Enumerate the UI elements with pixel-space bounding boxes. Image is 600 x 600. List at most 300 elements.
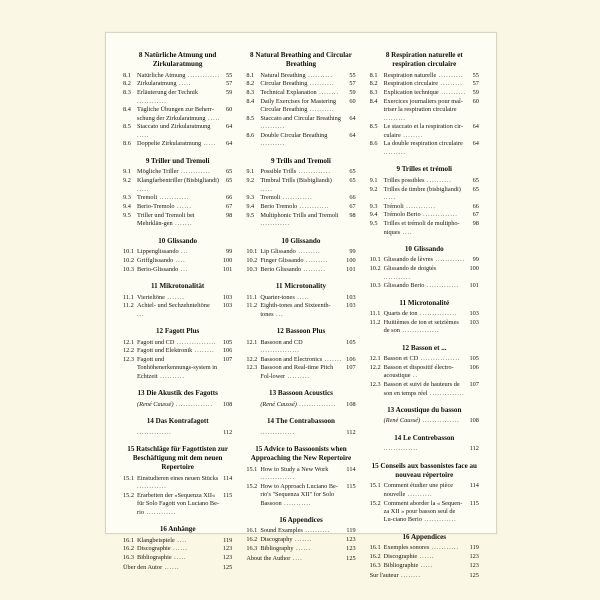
- toc-entry[interactable]: [123, 248, 232, 256]
- entry-label: Zirkularatmung: [137, 80, 177, 88]
- entry-label: Multiphonic Trills and Tremoli: [260, 211, 339, 219]
- entry-text: [384, 417, 468, 425]
- toc-entry[interactable]: [123, 168, 232, 176]
- toc-chapter: [246, 327, 355, 381]
- toc-entry[interactable]: [246, 72, 355, 80]
- toc-entry[interactable]: [246, 132, 355, 149]
- toc-entry-extra[interactable]: [246, 555, 355, 563]
- entry-label: Klangbeispiele: [137, 536, 175, 544]
- entry-number: 15.1: [246, 465, 258, 473]
- toc-entry[interactable]: [123, 140, 232, 148]
- entry-text: [260, 356, 344, 364]
- chapter-title: 10 Glissando: [404, 244, 444, 253]
- chapter-title: 12 Fagott Plus: [155, 326, 200, 335]
- chapter-title: 14 Das Kontrafagott: [146, 417, 209, 426]
- entry-page: 60: [226, 106, 233, 114]
- leader-dots: ............: [144, 508, 177, 516]
- entry-label: Comment aborder la « Sequen-za XII » pour basson seul de Lu-ciano Berio: [383, 499, 463, 524]
- entry-number: 10.3: [246, 265, 258, 273]
- toc-entry[interactable]: [123, 537, 232, 545]
- entry-number: 10.1: [246, 248, 258, 256]
- toc-entry[interactable]: [123, 203, 232, 211]
- entry-page: 115: [346, 482, 356, 490]
- entry-page: 98: [226, 211, 233, 219]
- leader-dots: ............: [137, 97, 167, 105]
- entry-label: Berio Glissando: [260, 265, 302, 273]
- entry-number: 11.2: [246, 302, 258, 310]
- entry-label: Über den Autor: [123, 564, 163, 572]
- toc-entry[interactable]: [370, 140, 479, 157]
- leader-dots: ......: [162, 564, 180, 572]
- entry-number: 9.2: [369, 185, 378, 193]
- toc-entry[interactable]: [246, 212, 355, 229]
- entry-text: [384, 482, 468, 499]
- entry-page: 119: [469, 544, 479, 552]
- entry-text: [137, 212, 224, 229]
- entry-page: 123: [222, 554, 233, 562]
- leader-dots: ...............: [399, 327, 440, 335]
- entry-text: [384, 256, 471, 264]
- entry-text: [137, 106, 224, 123]
- entry-label: Trémoli: [383, 202, 404, 210]
- entry-label: Exemples sonores: [383, 544, 430, 552]
- leader-dots: ...: [137, 310, 145, 318]
- entry-label: Staccato und Zirkularatmung: [137, 123, 211, 131]
- entry-page: 55: [472, 71, 479, 79]
- toc-chapter: [246, 157, 355, 229]
- toc-entry[interactable]: [123, 475, 232, 492]
- toc-column-english: [239, 51, 362, 563]
- toc-entry[interactable]: [246, 257, 355, 265]
- leader-dots: ..............: [383, 445, 419, 453]
- entry-page: 106: [346, 355, 356, 363]
- toc-entry[interactable]: [370, 203, 479, 211]
- entry-page: 107: [469, 381, 479, 389]
- entry-label: Respiration naturelle: [383, 71, 437, 79]
- entry-number: 8.1: [246, 71, 255, 79]
- leader-dots: ....: [290, 555, 303, 563]
- entry-label: Comment étudier une pièce nouvelle: [383, 482, 454, 498]
- entry-number: 9.1: [246, 168, 255, 176]
- entry-page: 123: [469, 561, 479, 569]
- leader-dots: ......: [170, 545, 188, 553]
- entry-text: [137, 356, 221, 381]
- entry-label: Trilles possibles: [383, 176, 425, 184]
- chapter-title: 11 Microtonalité: [399, 298, 450, 307]
- entry-text: [384, 98, 471, 123]
- entry-page: 108: [346, 400, 356, 408]
- entry-label: Griffglissando: [137, 256, 174, 264]
- leader-dots: .........: [438, 80, 463, 88]
- leader-dots: ...............: [417, 310, 458, 318]
- toc-entry[interactable]: [123, 356, 232, 381]
- toc-entry[interactable]: [246, 177, 355, 194]
- entry-page: 106: [222, 347, 233, 355]
- leader-dots: ............: [137, 483, 167, 491]
- entry-page: 105: [346, 338, 356, 346]
- entry-label: Quarter-tones: [260, 293, 295, 301]
- entry-number: 16.1: [123, 536, 135, 544]
- leader-dots: ...: [273, 310, 284, 318]
- entry-text: [260, 466, 344, 483]
- entry-text: [384, 553, 468, 561]
- entry-page: 99: [226, 248, 233, 256]
- toc-entry[interactable]: [246, 168, 355, 176]
- entry-label: Discography: [260, 536, 293, 544]
- entry-label: Tremoli: [137, 194, 158, 202]
- entry-text: [260, 132, 347, 149]
- toc-entry[interactable]: [123, 492, 232, 517]
- toc-entry[interactable]: [370, 319, 479, 336]
- entry-label: Respiration circulaire: [383, 80, 439, 88]
- chapter-title: 9 Trilles et trémoli: [396, 165, 453, 174]
- entry-text: [260, 168, 347, 176]
- toc-entry[interactable]: [370, 72, 479, 80]
- toc-entry[interactable]: [246, 356, 355, 364]
- chapter-title: 13 Acoustique du basson: [387, 405, 462, 414]
- chapter-title: 13 Bassoon Acoustics: [269, 389, 333, 398]
- toc-chapter: [370, 165, 479, 237]
- leader-dots: ......: [293, 544, 311, 552]
- entry-page: 115: [469, 499, 479, 507]
- entry-page: 64: [226, 123, 233, 131]
- entry-number: 15.2: [246, 482, 258, 490]
- entry-page: 103: [469, 318, 479, 326]
- entry-text: [137, 492, 221, 517]
- toc-entry[interactable]: [123, 177, 232, 194]
- toc-chapter: [370, 344, 479, 398]
- leader-dots: .....: [294, 293, 310, 301]
- entry-page: 64: [349, 115, 356, 123]
- toc-entry[interactable]: [123, 212, 232, 229]
- entry-page: 114: [346, 465, 356, 473]
- toc-entry[interactable]: [246, 248, 355, 256]
- chapter-title: 8 Respiration naturelle et respiration circulaire: [385, 51, 463, 69]
- toc-entry[interactable]: [123, 89, 232, 106]
- entry-text: [384, 544, 468, 552]
- leader-dots: ..........: [307, 106, 335, 114]
- chapter-title: 14 Le Contrebasson: [394, 433, 455, 442]
- entry-text: [137, 294, 221, 302]
- toc-entry[interactable]: [246, 527, 355, 535]
- leader-dots: .............: [421, 516, 457, 524]
- leader-dots: .....: [137, 185, 150, 193]
- leader-dots: ....: [174, 536, 188, 544]
- entry-text: [137, 177, 224, 194]
- toc-entry[interactable]: [246, 545, 355, 553]
- toc-entry[interactable]: [370, 562, 479, 570]
- entry-number: 16.2: [123, 545, 135, 553]
- entry-label: Trilles et trémoli de multipho-niques: [383, 220, 460, 236]
- toc-chapter: [123, 327, 232, 381]
- chapter-title: 9 Trills and Tremoli: [271, 156, 331, 165]
- leader-dots: .............: [296, 168, 331, 176]
- leader-dots: ...........: [383, 273, 411, 281]
- toc-entry[interactable]: [370, 445, 479, 453]
- toc-chapter: [123, 389, 232, 409]
- toc-entry[interactable]: [246, 294, 355, 302]
- leader-dots: ..............: [137, 428, 172, 436]
- entry-label: Bibliography: [260, 544, 294, 552]
- entry-label: Sound Examples: [260, 527, 303, 535]
- entry-number: 9.5: [369, 220, 378, 228]
- entry-page: 123: [346, 544, 356, 552]
- toc-entry[interactable]: [246, 115, 355, 132]
- entry-number: 8.3: [246, 89, 255, 97]
- entry-text: [260, 248, 347, 256]
- entry-number: 11.2: [369, 318, 381, 326]
- entry-label: Quarts de ton: [383, 310, 418, 318]
- toc-chapter: [123, 282, 232, 319]
- toc-entry[interactable]: [246, 429, 355, 437]
- toc-chapter: [246, 445, 355, 508]
- entry-number: 9.2: [123, 177, 131, 185]
- entry-label: Basson et CD: [383, 355, 419, 363]
- entry-page: 57: [472, 80, 479, 88]
- leader-dots: ..........: [305, 71, 333, 79]
- entry-text: [260, 72, 347, 80]
- toc-entry[interactable]: [370, 98, 479, 123]
- toc-entry[interactable]: [370, 381, 479, 398]
- entry-text: [137, 248, 224, 256]
- toc-entry[interactable]: [370, 256, 479, 264]
- entry-number: 8.6: [369, 140, 378, 148]
- entry-label: Glissando de doigtés: [383, 265, 437, 273]
- toc-entry[interactable]: [123, 302, 232, 319]
- toc-entry[interactable]: [123, 347, 232, 355]
- chapter-title: 10 Glissando: [281, 236, 321, 245]
- toc-entry[interactable]: [370, 417, 479, 425]
- toc-entry[interactable]: [246, 401, 355, 409]
- toc-entry[interactable]: [370, 553, 479, 561]
- entry-label: Bibliographie: [383, 561, 419, 569]
- entry-number: 9.4: [123, 203, 131, 211]
- entry-label: Natural Breathing: [260, 71, 306, 79]
- toc-entry[interactable]: [246, 266, 355, 274]
- entry-label: Huitièmes de ton et seizièmes de son: [383, 318, 459, 335]
- entry-number: 16.1: [246, 527, 258, 535]
- leader-dots: ............: [297, 203, 330, 211]
- entry-number: 8.3: [369, 89, 378, 97]
- entry-text: [260, 257, 344, 265]
- entry-text: [384, 355, 468, 363]
- leader-dots: ............: [260, 220, 291, 228]
- chapter-title: 16 Appendices: [402, 532, 447, 541]
- leader-dots: .........: [285, 372, 310, 380]
- entry-text: [137, 89, 224, 106]
- entry-number: 9.5: [246, 211, 255, 219]
- entry-text: [260, 545, 344, 553]
- entry-label: Mögliche Triller: [137, 168, 179, 176]
- entry-number: 8.2: [246, 80, 255, 88]
- entry-page: 112: [223, 428, 233, 436]
- entry-text: [384, 500, 468, 525]
- chapter-title: 15 Ratschläge für Fagottisten zur Beschäftigung mit dem neuen Repertoire: [127, 445, 229, 472]
- entry-text: [260, 177, 347, 194]
- entry-text: [384, 211, 471, 219]
- entry-number: 8.3: [123, 89, 131, 97]
- entry-number: 16.3: [123, 554, 135, 562]
- leader-dots: ...........: [429, 544, 459, 552]
- entry-label: Technical Explanation: [260, 89, 317, 97]
- leader-dots: ..: [410, 372, 418, 380]
- leader-dots: ................: [260, 346, 300, 354]
- leader-dots: ........: [400, 131, 424, 139]
- entry-number: 16.2: [369, 552, 381, 560]
- entry-page: 99: [472, 256, 479, 264]
- toc-entry[interactable]: [123, 545, 232, 553]
- entry-text: [384, 562, 468, 570]
- toc-entry[interactable]: [123, 266, 232, 274]
- chapter-title: 15 Advice to Bassoonists when Approaching the New Repertoire: [250, 445, 352, 463]
- entry-page: 107: [346, 364, 356, 372]
- toc-entry[interactable]: [370, 80, 479, 88]
- entry-label: About the Author: [246, 555, 291, 563]
- entry-number: 16.2: [246, 536, 258, 544]
- entry-label: Exercices journaliers pour maî-triser la respiration circulaire: [383, 97, 463, 114]
- toc-entry[interactable]: [123, 106, 232, 123]
- toc-entry[interactable]: [246, 339, 355, 356]
- entry-page: 64: [226, 140, 233, 148]
- entry-text: [260, 115, 347, 132]
- toc-entry[interactable]: [370, 310, 479, 318]
- leader-dots: ..........: [436, 71, 464, 79]
- toc-chapter: [370, 406, 479, 426]
- entry-text: [137, 339, 221, 347]
- entry-label: Glissando de lèvres: [383, 256, 433, 264]
- toc-entry[interactable]: [370, 220, 479, 237]
- entry-text: [137, 194, 224, 202]
- entry-label: Erläuterung der Technik: [137, 89, 198, 97]
- toc-entry[interactable]: [123, 401, 232, 409]
- entry-page: 60: [349, 97, 356, 105]
- entry-number: 11.1: [246, 293, 258, 301]
- entry-label: Tägliche Übungen zur Beherr-schung der Zirkularatmung: [137, 106, 214, 122]
- entry-number: 12.1: [369, 355, 381, 363]
- entry-page: 65: [349, 177, 356, 185]
- toc-entry[interactable]: [123, 80, 232, 88]
- entry-number: 12.3: [123, 356, 135, 364]
- toc-entry[interactable]: [246, 203, 355, 211]
- entry-number: 8.2: [369, 80, 378, 88]
- toc-entry[interactable]: [370, 355, 479, 363]
- entry-page: 66: [349, 194, 356, 202]
- toc-chapter: [123, 237, 232, 274]
- toc-entry[interactable]: [246, 98, 355, 115]
- entry-text: [384, 220, 471, 237]
- entry-number: 15.2: [369, 499, 381, 507]
- toc-entry[interactable]: [370, 265, 479, 282]
- entry-label: Staccato and Circular Breathing: [260, 115, 341, 123]
- leader-dots: ..............: [427, 389, 465, 397]
- entry-label: Trilles de timbre (bisbigliandi): [383, 185, 461, 193]
- entry-page: 103: [222, 293, 233, 301]
- toc-entry[interactable]: [123, 554, 232, 562]
- toc-entry[interactable]: [370, 282, 479, 290]
- entry-page: 105: [222, 338, 233, 346]
- toc-entry[interactable]: [370, 482, 479, 499]
- toc-entry[interactable]: [123, 194, 232, 202]
- leader-dots: ............: [157, 194, 190, 202]
- entry-text: [137, 203, 224, 211]
- toc-chapter: [370, 434, 479, 454]
- leader-dots: ..........: [260, 140, 286, 148]
- toc-chapter: [123, 445, 232, 517]
- entry-number: 9.5: [123, 211, 131, 219]
- entry-label: Possible Trills: [260, 168, 297, 176]
- toc-entry[interactable]: [246, 483, 355, 508]
- entry-text: [260, 401, 344, 409]
- entry-page: 125: [469, 572, 479, 580]
- toc-entry[interactable]: [246, 536, 355, 544]
- entry-page: 65: [349, 168, 356, 176]
- entry-page: 67: [226, 203, 233, 211]
- toc-entry[interactable]: [123, 339, 232, 347]
- entry-page: 66: [226, 194, 233, 202]
- leader-dots: ............: [280, 194, 313, 202]
- toc-entry[interactable]: [123, 123, 232, 140]
- leader-dots: .......: [172, 220, 193, 228]
- entry-label: Discographie: [383, 552, 418, 560]
- toc-entry[interactable]: [246, 364, 355, 381]
- toc-entry[interactable]: [123, 72, 232, 80]
- toc-column-german: [116, 51, 239, 572]
- entry-number: 12.2: [123, 347, 135, 355]
- toc-entry-extra[interactable]: [370, 572, 479, 580]
- toc-entry[interactable]: [123, 294, 232, 302]
- leader-dots: ............: [403, 202, 436, 210]
- toc-entry[interactable]: [246, 194, 355, 202]
- entry-label: Timbral Trills (Bisbigliandi): [260, 177, 332, 185]
- chapter-title: 8 Natural Breathing and Circular Breathing: [250, 51, 352, 69]
- toc-chapter: [246, 282, 355, 319]
- entry-text: [137, 140, 224, 148]
- entry-page: 100: [346, 256, 356, 264]
- toc-entry[interactable]: [123, 429, 232, 437]
- toc-entry[interactable]: [370, 500, 479, 525]
- chapter-title: 12 Basson et ...: [402, 343, 447, 352]
- leader-dots: ...: [178, 265, 189, 273]
- entry-page: 98: [349, 211, 356, 219]
- entry-number: 9.1: [123, 168, 131, 176]
- entry-number: 8.4: [246, 97, 255, 105]
- toc-entry[interactable]: [370, 211, 479, 219]
- toc-entry[interactable]: [123, 257, 232, 265]
- entry-page: 103: [346, 293, 356, 301]
- toc-entry[interactable]: [246, 89, 355, 97]
- entry-number: 8.1: [123, 71, 131, 79]
- toc-entry[interactable]: [246, 80, 355, 88]
- entry-label: How to Study a New Work: [260, 465, 329, 473]
- entry-number: 8.1: [369, 71, 378, 79]
- toc-entry[interactable]: [370, 177, 479, 185]
- entry-page: 114: [469, 482, 479, 490]
- toc-entry[interactable]: [246, 302, 355, 319]
- leader-dots: .............: [424, 282, 460, 290]
- entry-text: [384, 445, 468, 453]
- toc-entry[interactable]: [370, 186, 479, 203]
- toc-entry[interactable]: [246, 466, 355, 483]
- toc-entry[interactable]: [370, 89, 479, 97]
- leader-dots: .....: [418, 561, 434, 569]
- entry-text: [260, 203, 347, 211]
- toc-entry[interactable]: [370, 364, 479, 381]
- entry-page: 55: [349, 71, 356, 79]
- toc-entry[interactable]: [370, 123, 479, 140]
- toc-entry[interactable]: [370, 544, 479, 552]
- leader-dots: ........: [398, 572, 421, 580]
- toc-entry-extra[interactable]: [123, 564, 232, 572]
